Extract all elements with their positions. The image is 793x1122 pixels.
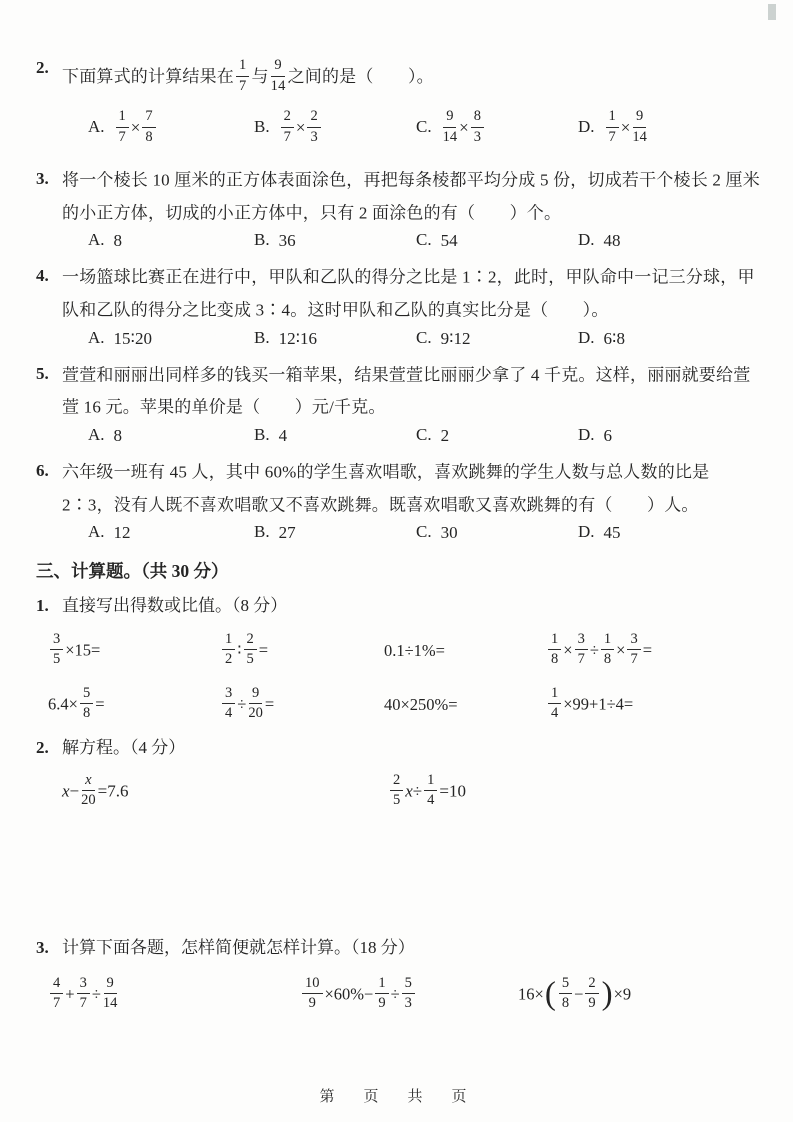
option-label: B. — [254, 522, 270, 542]
math-variable: x — [62, 781, 70, 801]
option-value — [441, 108, 486, 145]
option-d — [578, 425, 765, 446]
fraction: $\frac{2}{3}$ — [307, 109, 320, 144]
math-text: 36 — [278, 231, 296, 251]
option-a — [88, 522, 254, 543]
math-text: 54 — [440, 231, 458, 251]
question-2 — [36, 52, 765, 163]
subsection-direct-title — [36, 592, 765, 620]
math-text: 0.1÷1%= — [384, 640, 445, 660]
option-label: A. — [88, 522, 105, 542]
option-value — [441, 425, 450, 444]
fraction: $\frac{3}{7}$ — [575, 632, 588, 667]
option-label: B. — [254, 424, 270, 444]
simplify-expression-1 — [48, 974, 300, 1012]
option-value — [604, 328, 625, 347]
math-text: 15∶20 — [113, 328, 152, 348]
fraction: $\frac{4}{7}$ — [50, 976, 63, 1011]
option-value — [279, 230, 296, 249]
option-c — [416, 328, 578, 349]
math-text: 将一个棱长 10 厘米的正方体表面涂色，再把每条棱都平均分成 5 份，切成若干个棱长 2 厘米的小正方体，切成的小正方体中，只有 2 面涂色的有（ ）个。 — [62, 170, 760, 223]
simplify-row — [36, 968, 765, 1020]
math-text: ÷ — [589, 640, 599, 660]
math-text: ÷ — [237, 694, 247, 714]
option-value — [114, 108, 158, 145]
option-label: A. — [88, 117, 105, 136]
option-a — [88, 230, 254, 251]
math-text: =7.6 — [97, 781, 129, 801]
fraction: $\frac{7}{8}$ — [142, 109, 155, 144]
math-text: 8 — [113, 425, 123, 445]
option-a — [88, 328, 254, 349]
option-value — [604, 230, 621, 249]
subsection-label: 计算下面各题，怎样简便就怎样计算。（18 分） — [62, 938, 415, 958]
fraction: $\frac{3}{5}$ — [50, 632, 63, 667]
option-b — [254, 522, 416, 543]
option-label: C. — [416, 522, 432, 542]
fraction: $\frac{9}{20}$ — [248, 684, 263, 721]
question-stem — [62, 260, 765, 325]
page-footer: 第 页 共 页 — [319, 1088, 474, 1105]
option-value — [604, 425, 613, 444]
subsection-simplify-title — [36, 934, 765, 962]
direct-expression — [48, 684, 220, 722]
options-row — [62, 328, 765, 349]
option-label: B. — [254, 117, 270, 136]
math-text: 与 — [251, 67, 269, 87]
option-b — [254, 425, 416, 446]
math-text: = — [642, 640, 652, 660]
math-text: 45 — [603, 523, 621, 543]
fraction: $\frac{5}{8}$ — [80, 686, 93, 721]
option-d — [578, 522, 765, 543]
math-text: = — [264, 694, 275, 714]
math-text: − — [574, 984, 584, 1004]
math-text: × — [130, 118, 141, 138]
option-value — [441, 230, 458, 249]
option-value — [604, 522, 621, 541]
fraction: $\frac{10}{9}$ — [302, 976, 323, 1011]
math-text: + — [65, 984, 75, 1004]
option-label: C. — [416, 424, 432, 444]
math-text: 一场篮球比赛正在进行中，甲队和乙队的得分之比是 1∶2，此时，甲队命中一记三分球，甲队和乙队的得分之比变成 3∶4。这时甲队和乙队的真实比分是（ ）。 — [62, 267, 755, 320]
math-text: = — [95, 694, 105, 714]
option-b — [254, 328, 416, 349]
option-value — [604, 108, 649, 145]
equations-row — [36, 766, 765, 816]
fraction: $\frac{3}{4}$ — [222, 686, 235, 721]
math-text: 12∶16 — [278, 328, 318, 348]
question-stem — [62, 52, 765, 101]
math-text: 48 — [603, 231, 621, 251]
math-paren: ( — [544, 976, 556, 1013]
question-3 — [36, 163, 765, 260]
option-d — [578, 110, 765, 145]
fraction: $\frac{1}{7}$ — [236, 58, 249, 93]
option-value — [279, 328, 317, 347]
question-body — [62, 260, 765, 357]
fraction: $\frac{1}{8}$ — [548, 632, 561, 667]
option-label: B. — [254, 327, 270, 347]
option-d — [578, 328, 765, 349]
math-text: 4 — [278, 425, 288, 445]
question-number: 6. — [36, 460, 49, 480]
option-value — [279, 522, 296, 541]
question-number: 4. — [36, 266, 49, 286]
fraction: $\frac{5}{3}$ — [402, 976, 415, 1011]
option-value — [279, 108, 323, 145]
math-text: = — [258, 640, 269, 660]
math-text: × — [620, 118, 631, 138]
option-value — [279, 425, 288, 444]
question-stem — [62, 358, 765, 423]
option-label: D. — [578, 117, 595, 136]
math-text: ×9 — [613, 984, 632, 1004]
fraction: $\frac{8}{3}$ — [471, 109, 484, 144]
fraction: $\frac{1}{4}$ — [548, 686, 561, 721]
question-number: 5. — [36, 363, 49, 383]
direct-row-2 — [36, 680, 765, 728]
math-text: × — [563, 640, 573, 660]
math-text: × — [295, 118, 306, 138]
subsection-label: 直接写出得数或比值。（8 分） — [62, 596, 288, 616]
fraction: $\frac{9}{14}$ — [632, 108, 647, 145]
math-text: 萱萱和丽丽出同样多的钱买一箱苹果，结果萱萱比丽丽少拿了 4 千克。这样，丽丽就要给萱萱 16 元。苹果的单价是（ ）元/千克。 — [62, 365, 751, 417]
scan-corner-tab — [768, 4, 776, 20]
option-label: D. — [578, 327, 595, 347]
option-label: C. — [416, 230, 432, 250]
option-label: D. — [578, 230, 595, 250]
math-text: − — [69, 781, 80, 801]
math-text: 40×250%= — [384, 694, 458, 714]
fraction: $\frac{1}{2}$ — [222, 632, 235, 667]
math-text: ÷ — [390, 984, 400, 1004]
question-body — [62, 163, 765, 260]
subsection-simplify — [36, 934, 765, 1020]
fraction: $\frac{1}{8}$ — [601, 632, 614, 667]
fraction: $\frac{x}{20}$ — [81, 771, 96, 808]
option-a — [88, 110, 254, 145]
question-stem — [62, 455, 765, 520]
option-label: C. — [416, 117, 432, 136]
option-b — [254, 230, 416, 251]
fraction: $\frac{1}{4}$ — [424, 773, 437, 808]
option-b — [254, 110, 416, 145]
option-d — [578, 230, 765, 251]
math-text: ×99+1÷4= — [563, 694, 634, 714]
options-row — [62, 425, 765, 446]
fraction: $\frac{2}{5}$ — [390, 773, 403, 808]
option-label: A. — [88, 327, 105, 347]
math-text: 30 — [440, 523, 458, 543]
fraction: $\frac{1}{9}$ — [375, 976, 388, 1011]
subsection-number: 1. — [36, 596, 49, 616]
direct-expression — [546, 630, 765, 668]
fraction: $\frac{2}{7}$ — [281, 109, 294, 144]
math-text: × — [616, 640, 626, 660]
options-row — [62, 230, 765, 251]
math-text: × — [459, 118, 469, 138]
option-label: A. — [88, 424, 105, 444]
page-content — [36, 52, 765, 1020]
option-c — [416, 110, 578, 145]
fraction: $\frac{2}{5}$ — [244, 632, 257, 667]
fraction: $\frac{5}{8}$ — [559, 976, 572, 1011]
simplify-expression-2 — [300, 974, 518, 1012]
subsection-number: 2. — [36, 738, 49, 758]
option-value — [441, 522, 458, 541]
option-c — [416, 522, 578, 543]
option-label: A. — [88, 230, 105, 250]
option-label: B. — [254, 230, 270, 250]
question-body — [62, 52, 765, 163]
option-value — [114, 230, 123, 249]
option-c — [416, 230, 578, 251]
math-paren: ) — [601, 976, 613, 1013]
math-text: 2 — [440, 425, 450, 445]
subsection-label: 解方程。（4 分） — [62, 738, 186, 758]
math-text: =10 — [439, 781, 466, 801]
direct-row-1 — [36, 626, 765, 674]
direct-expression — [546, 684, 765, 722]
section-title: 三、计算题。（共 30 分） — [36, 561, 229, 582]
simplify-expression-3 — [518, 974, 765, 1013]
question-number: 3. — [36, 169, 49, 189]
fraction: $\frac{2}{9}$ — [585, 976, 598, 1011]
math-text: 6∶8 — [603, 328, 625, 348]
math-text: 下面算式的计算结果在 — [62, 67, 234, 87]
options-row — [62, 105, 765, 151]
option-value — [114, 522, 131, 541]
math-text: 27 — [278, 523, 296, 543]
option-value — [114, 328, 152, 347]
equation-2 — [388, 771, 765, 809]
math-text: 六年级一班有 45 人，其中 60%的学生喜欢唱歌，喜欢跳舞的学生人数与总人数的比是 2∶3，没有人既不喜欢唱歌又不喜欢跳舞。既喜欢唱歌又喜欢跳舞的有（ ）人。 — [62, 462, 710, 515]
question-body — [62, 358, 765, 455]
option-label: C. — [416, 327, 432, 347]
question-stem — [62, 163, 765, 228]
math-text: ÷ — [91, 984, 101, 1004]
math-text: 8 — [113, 231, 123, 251]
question-number: 2. — [36, 58, 49, 77]
math-text: 12 — [113, 523, 131, 543]
options-row — [62, 522, 765, 543]
option-c — [416, 425, 578, 446]
question-6 — [36, 455, 765, 552]
direct-expression — [48, 630, 220, 668]
math-variable: x — [405, 781, 413, 801]
question-body — [62, 455, 765, 552]
math-text: ÷ — [412, 781, 423, 801]
math-text: ×60%− — [324, 984, 374, 1004]
question-4 — [36, 260, 765, 357]
option-label: D. — [578, 522, 595, 542]
math-text: 6 — [603, 425, 613, 445]
math-text: ∶ — [237, 640, 242, 660]
direct-expression — [384, 640, 546, 661]
direct-expression — [220, 630, 384, 668]
question-5 — [36, 358, 765, 455]
math-text: 9∶12 — [440, 328, 471, 348]
fraction: $\frac{1}{7}$ — [606, 109, 619, 144]
option-value — [114, 425, 123, 444]
math-text: ×15= — [65, 640, 101, 660]
fraction: $\frac{3}{7}$ — [627, 632, 640, 667]
option-a — [88, 425, 254, 446]
equation-1 — [62, 771, 388, 809]
option-value — [441, 328, 471, 347]
option-label: D. — [578, 424, 595, 444]
direct-expression — [384, 694, 546, 715]
math-text: 6.4× — [48, 694, 78, 714]
math-text: 16× — [518, 984, 544, 1004]
subsection-equations-title — [36, 734, 765, 762]
fraction: $\frac{9}{14}$ — [270, 57, 286, 94]
fraction: $\frac{3}{7}$ — [77, 976, 90, 1011]
subsection-number: 3. — [36, 938, 49, 958]
fraction: $\frac{9}{14}$ — [442, 108, 458, 145]
fraction: $\frac{1}{7}$ — [116, 109, 129, 144]
fraction: $\frac{9}{14}$ — [102, 974, 118, 1011]
direct-expression — [220, 684, 384, 722]
math-text: 之间的是（ ）。 — [287, 67, 434, 87]
